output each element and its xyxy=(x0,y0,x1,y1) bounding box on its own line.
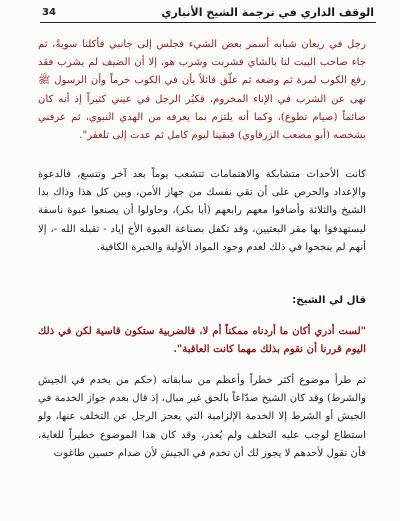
running-title: الوقف الداري في ترجمة الشيخ الأنباري xyxy=(161,6,374,19)
paragraph-army-topic: ثم طرأ موضوع أكثر خطراً وأعظم من سابقاته (حكم من يخدم في الجيش والشرط) وقد كان الشيخ صدّاعاً بالحق غير مبال، إذ قال بعدم جواز الخدمة في الجيش أو الشرط إلا الخدمة الإلزامية التي يعجز الرجل عن التخلف عنها، ولو استطاع لوجب عليه التخلف ولم يُعذر، وقد كان هذا الموضوع خطيراً للغاية، فأن تقول لأحدهم لا يجوز لك أن تخدم في الجيش لأن صدام حسين طاغوت xyxy=(38,375,366,459)
page-number: 34 xyxy=(42,7,56,18)
paragraph-story: رجل في ريعان شبابه أسمر بعض الشيء فجلس إلى جانبي فأكلنا سويةً، ثم جاء صاحب البيت لنا بالشاي فشربت وشرب هو، إلا أن الضيف لم يشرب فقد رفع الكوب لمرة ثم وضعه ثم علّق قائلاً بأن في الكوب خرماً وأن الرسول ﷺ نهى عن الشرب في الإناء المخروم، فكبُر الرجل في عيني كثيراً إذ أنه كان صائماً (صيام تطوع)، وكما أنه يلتزم بما يعرفه من الهدي النبوي، ثم عرفني بشخصه (أبو مصعب الزرقاوي) فبقينا ليوم كامل ثم عدت إلى تلعفر". xyxy=(38,39,366,142)
header-divider xyxy=(40,22,376,23)
paragraph-events: كانت الأحداث متشابكة والاهتمامات تتشعب يوماً بعد آخر وتتسع، فالدعوة والإعداد والحرص على أن تقي نفسك من جهاز الأمن، وبين كل هذا وذاك بدا الشيخ والثلاثة وأضافوا معهم رابعهم (أبا بكر)، وحاولوا أن يصنعوا عبوة ناسفة ليستهدفوا بها مقر البعثيين، وقد تكفل بصناعة العبوة الأخ إياد - تقبله الله -، إلا أنهم لم ينجحوا في ذلك لعدم وجود المواد الأولية والخبرة الكافية. xyxy=(38,169,366,253)
sheikh-quote: "لست أدري أكان ما أردناه ممكناً أم لا، فالضربية ستكون قاسية لكن في ذلك اليوم قررنا أن نقوم بذلك مهما كانت العاقبة". xyxy=(38,325,366,356)
section-heading: قال لي الشيخ: xyxy=(292,295,366,306)
